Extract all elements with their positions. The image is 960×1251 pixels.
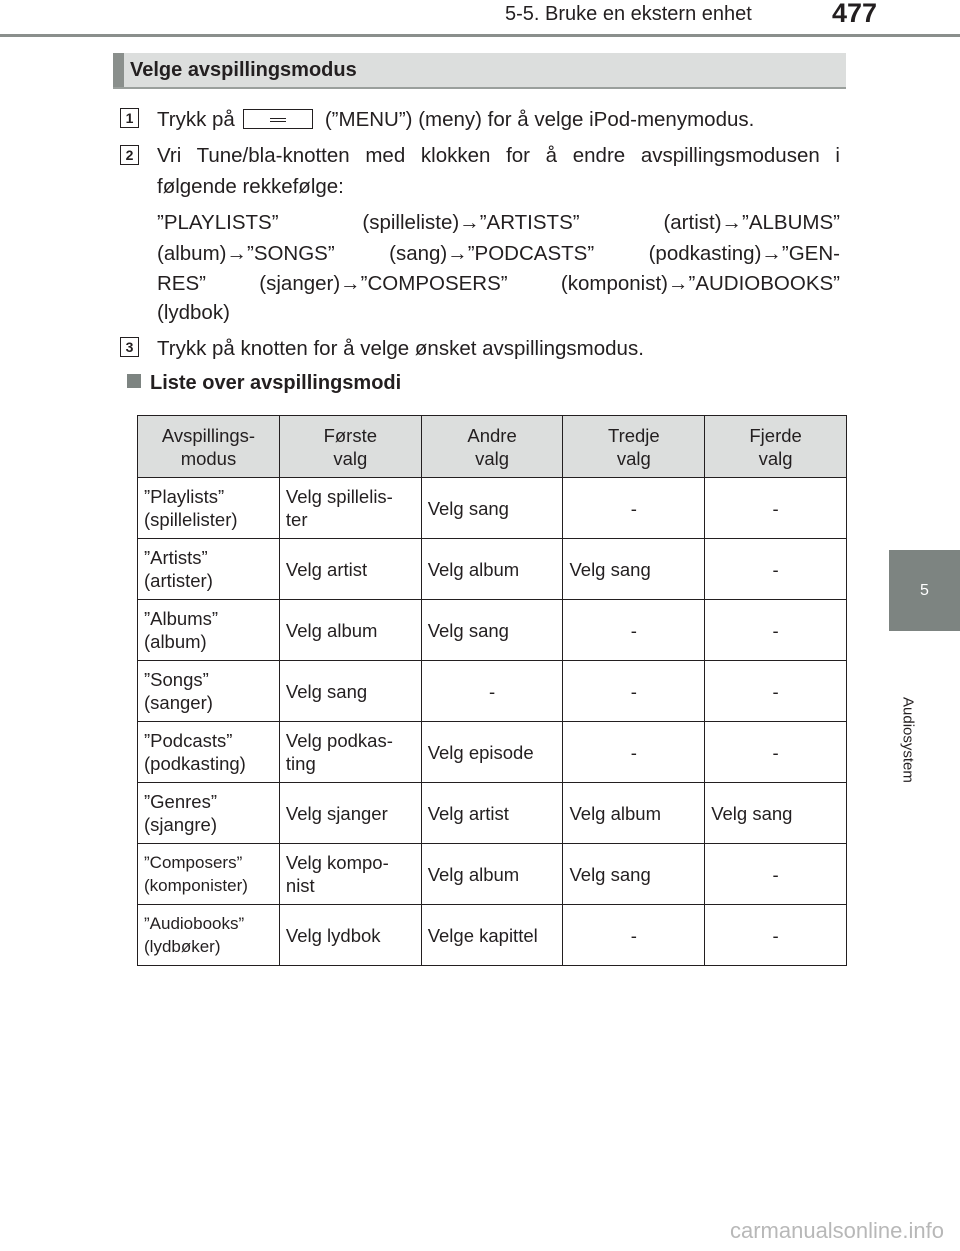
table-cell: Velg album	[421, 844, 563, 905]
step-2-line-2: følgende rekkefølge:	[157, 175, 344, 198]
square-bullet-icon	[127, 374, 141, 388]
table-cell: Velg album	[279, 600, 421, 661]
table-cell: Velg episode	[421, 722, 563, 783]
header-cell: Tredje valg	[563, 416, 705, 478]
table-cell: -	[705, 478, 847, 539]
table-cell: Velg sang	[563, 539, 705, 600]
header-cell: Første valg	[279, 416, 421, 478]
table-cell: -	[705, 905, 847, 966]
table-cell: Velg album	[563, 783, 705, 844]
table-cell: Velg artist	[279, 539, 421, 600]
table-cell: -	[563, 600, 705, 661]
page-number: 477	[832, 0, 878, 28]
table-cell: ”Playlists” (spillelister)	[138, 478, 280, 539]
step-badge-1: 1	[120, 108, 139, 128]
step-1-text	[157, 104, 840, 135]
table-row	[138, 844, 847, 905]
step-1-text-before: Trykk på	[157, 108, 235, 131]
table-cell: Velge kapittel	[421, 905, 563, 966]
table-cell: -	[705, 600, 847, 661]
sequence-line-1: ”PLAYLISTS” (spilleliste)→”ARTISTS” (artist)→”ALBUMS”	[157, 211, 840, 234]
header-cell: Fjerde valg	[705, 416, 847, 478]
table-cell: ”Audiobooks” (lydbøker)	[138, 905, 280, 966]
table-cell: -	[705, 844, 847, 905]
table-row	[138, 722, 847, 783]
table-cell: Velg artist	[421, 783, 563, 844]
step-3-text: Trykk på knotten for å velge ønsket avspillingsmodus.	[157, 337, 644, 360]
table-row	[138, 478, 847, 539]
modes-table	[137, 415, 847, 966]
table-cell: Velg kompo- nist	[279, 844, 421, 905]
table-cell: Velg sang	[563, 844, 705, 905]
table-cell: Velg sang	[421, 478, 563, 539]
menu-button-icon	[243, 109, 313, 129]
table-cell: Velg podkas- ting	[279, 722, 421, 783]
table-cell: Velg album	[421, 539, 563, 600]
step-2-line-1: Vri Tune/bla-knotten med klokken for å endre avspillingsmodusen i	[157, 144, 840, 167]
subheading	[127, 372, 401, 395]
table-cell: ”Composers” (komponister)	[138, 844, 280, 905]
table-row	[138, 600, 847, 661]
table-cell: -	[705, 722, 847, 783]
table-row	[138, 783, 847, 844]
table-cell: Velg spillelis- ter	[279, 478, 421, 539]
table-cell: Velg lydbok	[279, 905, 421, 966]
table-cell: ”Artists” (artister)	[138, 539, 280, 600]
section-title: Velge avspillingsmodus	[130, 59, 357, 81]
chapter-tab[interactable]: 5	[889, 550, 960, 631]
table-cell: Velg sang	[279, 661, 421, 722]
table-row	[138, 905, 847, 966]
step-badge-3: 3	[120, 337, 139, 357]
header-rule	[0, 34, 960, 37]
section-heading-bar	[113, 53, 846, 89]
table-cell: -	[421, 661, 563, 722]
table-cell: Velg sang	[705, 783, 847, 844]
chapter-label: Audiosystem	[899, 697, 917, 783]
table-cell: -	[563, 661, 705, 722]
table-row	[138, 661, 847, 722]
sequence-line-4: (lydbok)	[157, 301, 230, 324]
header-cell: Avspillings- modus	[138, 416, 280, 478]
subheading-text: Liste over avspillingsmodi	[150, 372, 402, 394]
sequence-line-3: RES” (sjanger)→”COMPOSERS” (komponist)→”AUDIOBOOKS”	[157, 272, 840, 295]
table-cell: -	[563, 478, 705, 539]
table-cell: ”Songs” (sanger)	[138, 661, 280, 722]
table-cell: ”Podcasts” (podkasting)	[138, 722, 280, 783]
watermark: carmanualsonline.info	[729, 1218, 944, 1243]
table-cell: -	[563, 722, 705, 783]
step-1-text-after: (”MENU”) (meny) for å velge iPod-menymodus.	[324, 108, 755, 131]
header-section-title: 5-5. Bruke en ekstern enhet	[505, 3, 752, 25]
section-bar-accent	[113, 53, 124, 87]
table-cell: Velg sjanger	[279, 783, 421, 844]
table-cell: ”Genres” (sjangre)	[138, 783, 280, 844]
table-cell: -	[705, 661, 847, 722]
table-cell: ”Albums” (album)	[138, 600, 280, 661]
sequence-line-2: (album)→”SONGS” (sang)→”PODCASTS” (podkasting)→”GEN-	[157, 242, 840, 265]
table-cell: Velg sang	[421, 600, 563, 661]
table-cell: -	[563, 905, 705, 966]
header-cell: Andre valg	[421, 416, 563, 478]
table-cell: -	[705, 539, 847, 600]
table-row	[138, 539, 847, 600]
table-header-row	[138, 416, 847, 478]
step-badge-2: 2	[120, 145, 139, 165]
